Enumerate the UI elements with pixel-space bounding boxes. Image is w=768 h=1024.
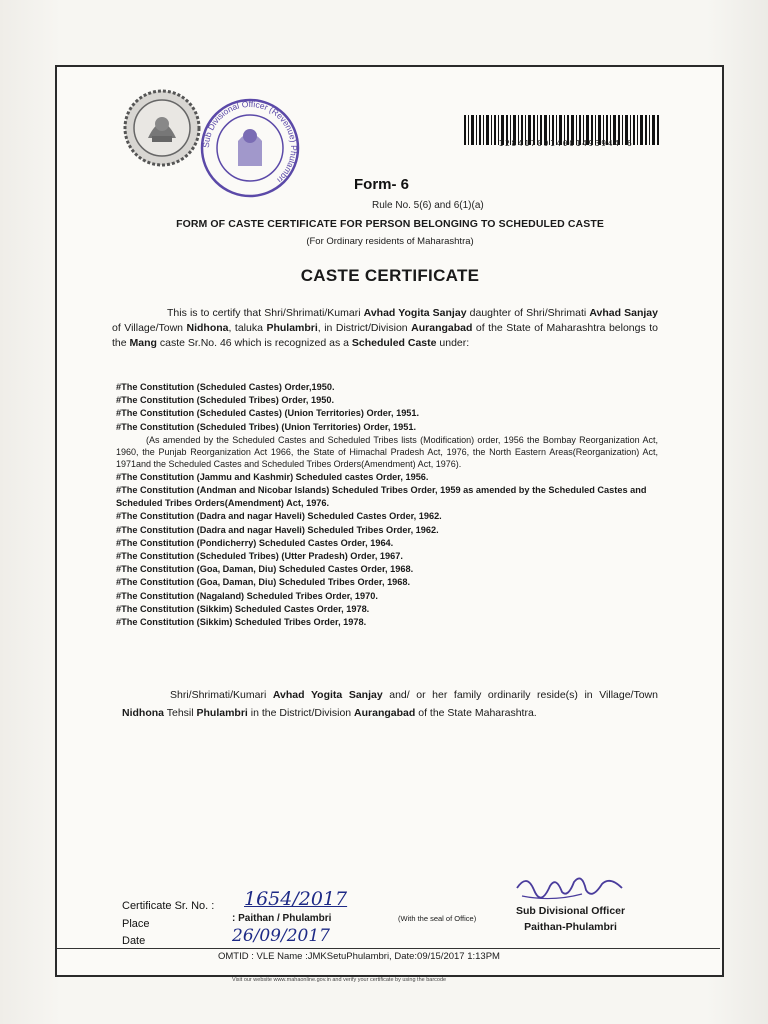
constitution-orders-list bbox=[116, 381, 658, 629]
officer-block bbox=[516, 903, 625, 935]
order-item: #The Constitution (Dadra and nagar Haveli) Scheduled Castes Order, 1962. bbox=[116, 511, 442, 522]
order-item: #The Constitution (Goa, Daman, Diu) Scheduled Tribes Order, 1968. bbox=[116, 577, 411, 588]
omtid-line: OMTID : VLE Name :JMKSetuPhulambri, Date:09/15/2017 1:13PM bbox=[218, 951, 500, 962]
verify-note: Visit our website www.mahaonline.gov.in and verify your certificate by using the barcode bbox=[232, 977, 447, 983]
footer-divider bbox=[57, 948, 720, 949]
order-item: #The Constitution (Sikkim) Scheduled Tribes Order, 1978. bbox=[116, 616, 367, 627]
certification-paragraph: This is to certify that Shri/Shrimati/Kumari Avhad Yogita Sanjay daughter of Shri/Shrimati Avhad Sanjay of Village/Town Nidhona, taluka Phulambri, in District/Division Aurangabad of the State of Maharashtra belongs to the Mang caste Sr.No. 46 which is recognized as a Scheduled Caste under: bbox=[112, 307, 658, 349]
order-item: #The Constitution (Pondicherry) Scheduled Castes Order, 1964. bbox=[116, 537, 394, 548]
taluka-name: Phulambri bbox=[266, 322, 318, 334]
date-value: 26/09/2017 bbox=[232, 926, 330, 946]
certificate-title: CASTE CERTIFICATE bbox=[300, 266, 480, 285]
officer-signature bbox=[512, 868, 632, 908]
order-item: #The Constitution (Scheduled Tribes) Order, 1950. bbox=[116, 395, 334, 406]
order-item: #The Constitution (Goa, Daman, Diu) Scheduled Castes Order, 1968. bbox=[116, 564, 414, 575]
caste-name: Mang bbox=[129, 337, 157, 349]
barcode-number: 1284170914001493944 6 bbox=[498, 139, 634, 148]
officer-title: Sub Divisional Officer bbox=[516, 905, 626, 917]
place-value: : Paithan / Phulambri bbox=[232, 913, 332, 924]
order-item: #The Constitution (Scheduled Castes) Order,1950. bbox=[116, 382, 335, 392]
date-label: Date bbox=[122, 935, 146, 947]
form-number: Form- 6 bbox=[354, 176, 410, 193]
village-name: Nidhona bbox=[186, 322, 229, 334]
order-item: #The Constitution (Sikkim) Scheduled Castes Order, 1978. bbox=[116, 603, 370, 614]
place-label: Place bbox=[122, 918, 150, 930]
order-item: #The Constitution (Nagaland) Scheduled Tribes Order, 1970. bbox=[116, 590, 378, 601]
order-item: #The Constitution (Scheduled Tribes) (Utter Pradesh) Order, 1967. bbox=[116, 550, 403, 561]
form-subtitle: (For Ordinary residents of Maharashtra) bbox=[306, 236, 474, 247]
resident-village: Nidhona bbox=[122, 707, 164, 719]
maharashtra-emblem-seal bbox=[122, 88, 202, 168]
district-name: Aurangabad bbox=[411, 322, 473, 334]
order-item: #The Constitution (Andman and Nicobar Islands) Scheduled Tribes Order, 1959 as amended by the Scheduled Castes and Scheduled Tribes Orders(Amendment) Act, 1976. bbox=[116, 484, 647, 509]
order-item: #The Constitution (Dadra and nagar Haveli) Scheduled Tribes Order, 1962. bbox=[116, 524, 439, 535]
order-item: #The Constitution (Scheduled Castes) (Union Territories) Order, 1951. bbox=[116, 408, 420, 419]
seal-note: (With the seal of Office) bbox=[398, 914, 477, 923]
holder-name: Avhad Yogita Sanjay bbox=[363, 307, 467, 319]
seal-ring-text: Sub Divisional Officer (Revenue) Phulambri bbox=[200, 98, 300, 186]
certificate-sr-value: 1654/2017 bbox=[244, 888, 348, 910]
resident-district: Aurangabad bbox=[354, 707, 416, 719]
residence-paragraph: Shri/Shrimati/Kumari Avhad Yogita Sanjay and/ or her family ordinarily reside(s) in Village/Town Nidhona Tehsil Phulambri in the District/Division Aurangabad of the State Maharashtra. bbox=[122, 689, 658, 719]
rule-number: Rule No. 5(6) and 6(1)(a) bbox=[372, 200, 484, 211]
amendment-note: (As amended by the Scheduled Castes and Scheduled Tribes lists (Modification) order, 1956 the Bombay Reorganization Act, 1960, the Punjab Reorganization Act 1966, the State of Himachal Pradesh Act, 1976, the North Eastern Areas(Reorganization) Act, 1971and the Scheduled Castes and Scheduled Tribes Orders(Amendment) Act, 1976). bbox=[116, 434, 658, 470]
form-title: FORM OF CASTE CERTIFICATE FOR PERSON BELONGING TO SCHEDULED CASTE bbox=[176, 218, 604, 230]
office-round-seal bbox=[198, 96, 302, 200]
order-item: #The Constitution (Jammu and Kashmir) Scheduled castes Order, 1956. bbox=[116, 471, 429, 482]
order-item: #The Constitution (Scheduled Tribes) (Union Territories) Order, 1951. bbox=[116, 421, 417, 432]
father-name: Avhad Sanjay bbox=[589, 307, 658, 319]
resident-name: Avhad Yogita Sanjay bbox=[272, 689, 383, 701]
certificate-sr-label: Certificate Sr. No. : bbox=[122, 900, 215, 912]
caste-category: Scheduled Caste bbox=[351, 337, 437, 349]
resident-tehsil: Phulambri bbox=[196, 707, 248, 719]
officer-location: Paithan-Phulambri bbox=[524, 921, 617, 933]
